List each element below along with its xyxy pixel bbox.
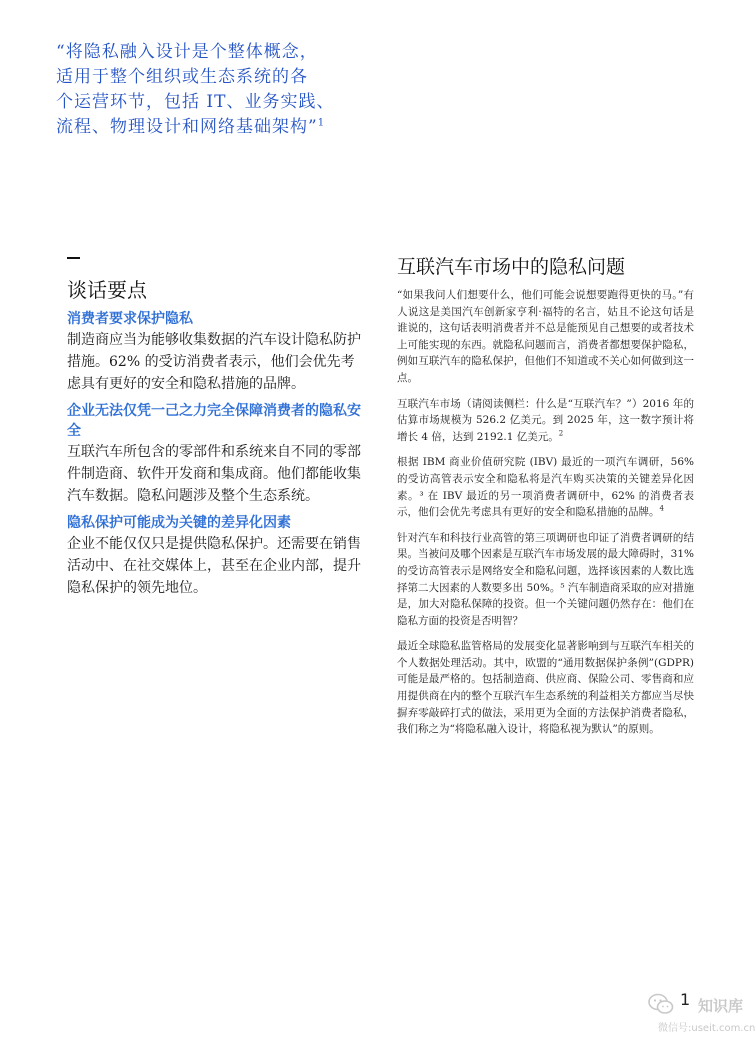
- article-paragraph: [397, 454, 694, 520]
- paragraph-text: 根据 IBM 商业价值研究院 (IBV) 最近的一项汽车调研，56% 的受访高管表示安全和隐私将是汽车购买决策的关键差异化因素。³ 在 IBV 最近的另一项消费者调研中，62% 的消费者表示，他们会优先考虑具有更好的安全和隐私措施的品牌。: [397, 456, 694, 519]
- point-heading: 企业无法仅凭一己之力完全保障消费者的隐私安全: [67, 403, 361, 439]
- watermark-subtitle: 微信号:useit.com.cn: [658, 1023, 755, 1034]
- article-paragraph: [397, 287, 694, 387]
- quote-line: “将隐私融入设计是个整体概念，: [56, 42, 318, 62]
- wechat-icon: [648, 993, 674, 1015]
- article-paragraph: [397, 530, 694, 630]
- talking-points: [67, 309, 367, 605]
- paragraph-text: 针对汽车和科技行业高管的第三项调研也印证了消费者调研的结果。当被问及哪个因素是互联汽车市场发展的最大障碍时，31% 的受访高管表示是网络安全和隐私问题，选择该因素的人数比选择第二大因素的人数要多出 50%。⁵ 汽车制造商采取的应对措施是，加大对隐私保障的投资。但一个关键问题仍然存在：他们在隐私方面的投资是否明智？: [397, 531, 694, 627]
- page-number: 1: [680, 990, 691, 1009]
- point-heading: 隐私保护可能成为关键的差异化因素: [67, 515, 291, 531]
- section-dash: [67, 257, 80, 259]
- point-heading: 消费者要求保护隐私: [67, 311, 193, 327]
- footnote-ref: 4: [659, 504, 664, 513]
- paragraph-text: “如果我问人们想要什么，他们可能会说想要跑得更快的马。”有人说这是美国汽车创新家亨利·福特的名言，姑且不论这句话是谁说的，这句话表明消费者并不总是能预见自己想要的或者技术上可能实现的东西。就隐私问题而言，消费者都想要保护隐私，例如互联汽车的隐私保护，但他们不知道或不关心如何做到这一点。: [397, 289, 694, 384]
- quote-line: 个运营环节，包括 IT、业务实践、: [56, 92, 335, 112]
- footnote-ref: 2: [558, 429, 564, 438]
- quote-line: 适用于整个组织或生态系统的各: [56, 67, 308, 87]
- quote-footnote: 1: [317, 117, 326, 129]
- article-paragraph: [397, 396, 694, 446]
- watermark-brand: 知识库: [698, 997, 744, 1015]
- watermark: [648, 993, 755, 1034]
- paragraph-text: 互联汽车市场（请阅读侧栏：什么是“互联汽车？”）2016 年的估算市场规模为 526.2 亿美元。到 2025 年，这一数字预计将增长 4 倍，达到 2192.1 亿美元。: [397, 397, 694, 443]
- article-paragraph: [397, 638, 694, 738]
- pull-quote: [56, 40, 356, 140]
- paragraph-text: 最近全球隐私监管格局的发展变化显著影响到与互联汽车相关的个人数据处理活动。其中，欧盟的“通用数据保护条例”(GDPR) 可能是最严格的。包括制造商、供应商、保险公司、零售商和应用提供商在内的整个互联汽车生态系统的利益相关方都应当尽快摒弃零敲碎打式的做法，采用更为全面的方法保护消费者隐私，我们称之为“将隐私融入设计，将隐私视为默认”的原则。: [397, 640, 694, 736]
- talking-points-title: 谈话要点: [67, 278, 147, 302]
- article-body: [397, 287, 694, 747]
- article-title: 互联汽车市场中的隐私问题: [397, 256, 626, 278]
- quote-line: 流程、物理设计和网络基础架构”: [56, 117, 318, 137]
- point-body: 制造商应当为能够收集数据的汽车设计隐私防护措施。62% 的受访消费者表示，他们会优先考虑具有更好的安全和隐私措施的品牌。: [67, 332, 361, 392]
- point-body: 互联汽车所包含的零部件和系统来自不同的零部件制造商、软件开发商和集成商。他们都能收集汽车数据。隐私问题涉及整个生态系统。: [67, 444, 361, 504]
- point-body: 企业不能仅仅只是提供隐私保护。还需要在销售活动中、在社交媒体上，甚至在企业内部，提升隐私保护的领先地位。: [67, 536, 361, 596]
